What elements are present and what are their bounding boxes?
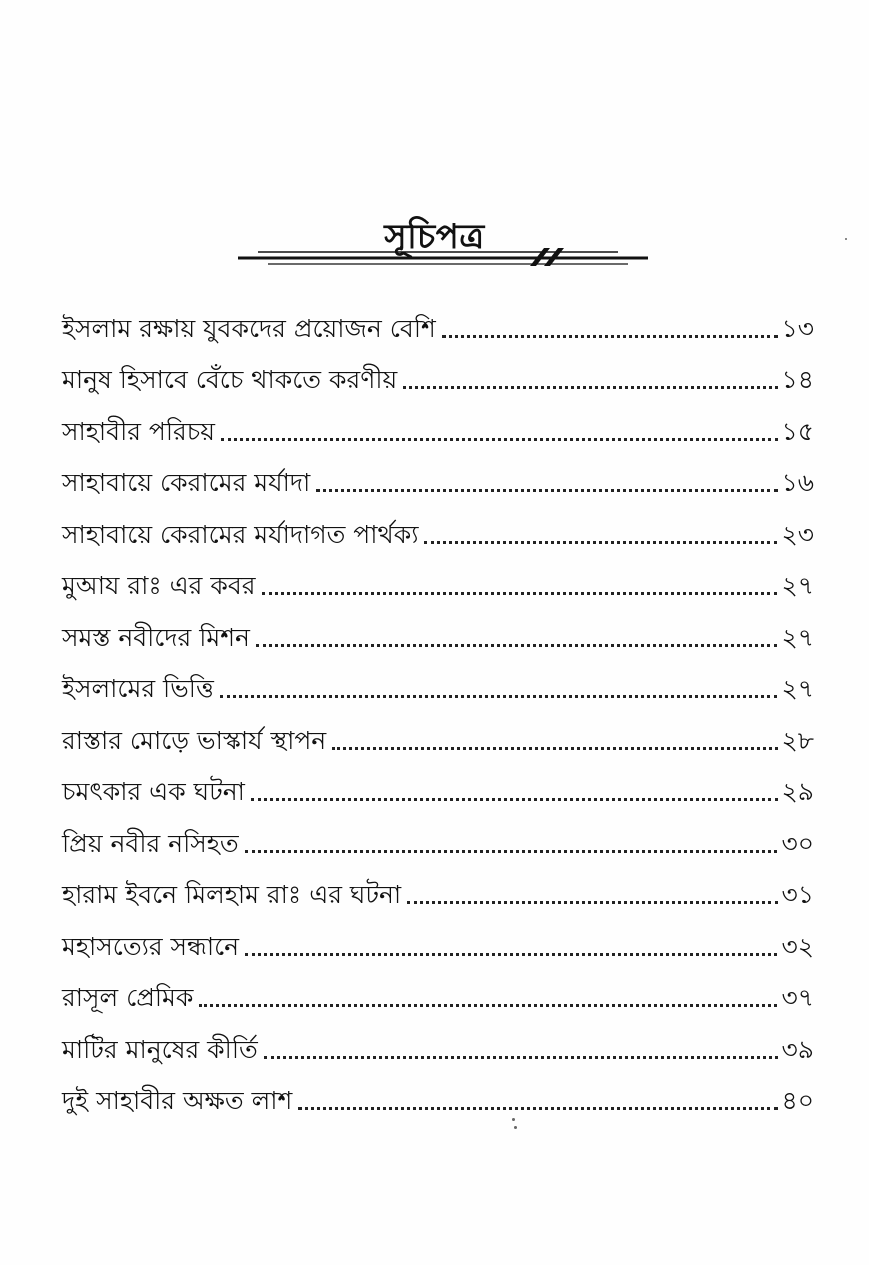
toc-entry (62, 395, 814, 447)
dot-leader (264, 1056, 778, 1059)
toc-entry (62, 653, 814, 705)
toc-entry-title: ইসলামের ভিত্তি (62, 674, 214, 703)
toc-entry-page: ৩২ (781, 931, 814, 961)
print-speck (512, 1118, 515, 1121)
dot-leader (220, 695, 778, 698)
toc-entry-page: ২৮ (781, 725, 814, 755)
dot-leader (403, 386, 777, 389)
dot-leader (298, 1107, 777, 1110)
toc-entry-page: ৩০ (781, 828, 814, 858)
dot-leader (256, 644, 778, 647)
toc-entry-page: ১৩ (781, 313, 814, 343)
table-of-contents (62, 292, 814, 1116)
toc-entry (62, 910, 814, 962)
toc-entry-page: ৪০ (781, 1086, 814, 1115)
print-speck (845, 238, 847, 240)
toc-entry (62, 704, 814, 756)
toc-entry-title: সাহাবীর পরিচয় (62, 416, 216, 446)
dot-leader (442, 335, 778, 338)
toc-entry-page: ১৬ (781, 468, 814, 497)
toc-entry-page: ৩৭ (781, 983, 814, 1012)
dot-leader (424, 541, 777, 544)
page-title: সূচিপত্র (384, 216, 485, 257)
toc-entry-title: সমস্ত নবীদের মিশন (62, 622, 250, 652)
title-divider-ornament (238, 240, 648, 270)
toc-entry-page: ২৭ (781, 622, 814, 652)
toc-entry-title: সাহাবায়ে কেরামের মর্যাদা (62, 468, 311, 497)
toc-entry (62, 807, 814, 859)
toc-entry-page: ১৫ (781, 416, 814, 446)
toc-entry-title: হারাম ইবনে মিলহাম রাঃ এর ঘটনা (62, 880, 402, 909)
toc-entry-page: ২৩ (781, 519, 814, 549)
toc-entry-title: মুআয রাঃ এর কবর (62, 571, 256, 600)
toc-entry (62, 1013, 814, 1065)
toc-entry (62, 344, 814, 396)
toc-entry-title: সাহাবায়ে কেরামের মর্যাদাগত পার্থক্য (62, 519, 419, 549)
toc-entry-title: মাটির মানুষের কীর্তি (62, 1034, 258, 1064)
dot-leader (199, 1004, 777, 1007)
toc-entry-title: মানুষ হিসাবে বেঁচে থাকতে করণীয় (62, 365, 398, 394)
toc-entry (62, 859, 814, 911)
dot-leader (407, 901, 777, 904)
toc-entry-title: চমৎকার এক ঘটনা (62, 777, 245, 806)
toc-entry (62, 550, 814, 602)
dot-leader (316, 489, 777, 492)
toc-entry (62, 962, 814, 1014)
toc-entry (62, 1065, 814, 1117)
dot-leader (251, 798, 778, 801)
toc-entry (62, 292, 814, 344)
toc-entry-page: ২৯ (781, 777, 814, 806)
toc-entry (62, 756, 814, 808)
dot-leader (245, 953, 777, 956)
toc-entry-title: দুই সাহাবীর অক্ষত লাশ (62, 1086, 293, 1115)
toc-entry (62, 601, 814, 653)
toc-entry-title: মহাসত্যের সন্ধানে (62, 931, 240, 961)
dot-leader (245, 850, 778, 853)
toc-entry (62, 498, 814, 550)
toc-entry-page: ২৭ (781, 571, 814, 600)
dot-leader (262, 592, 778, 595)
toc-entry-page: ৩৯ (781, 1034, 814, 1064)
toc-entry-title: ইসলাম রক্ষায় যুবকদের প্রয়োজন বেশি (62, 313, 436, 343)
toc-entry-title: রাসূল প্রেমিক (62, 983, 194, 1012)
dot-leader (221, 438, 778, 441)
dot-leader (332, 747, 777, 750)
toc-entry (62, 447, 814, 499)
toc-entry-title: রাস্তার মোড়ে ভাস্কার্য স্থাপন (62, 725, 327, 755)
toc-entry-title: প্রিয় নবীর নসিহত (62, 828, 239, 858)
print-speck (514, 1126, 517, 1129)
toc-entry-page: ২৭ (781, 674, 814, 703)
toc-entry-page: ১৪ (781, 365, 814, 394)
toc-entry-page: ৩১ (781, 880, 814, 909)
